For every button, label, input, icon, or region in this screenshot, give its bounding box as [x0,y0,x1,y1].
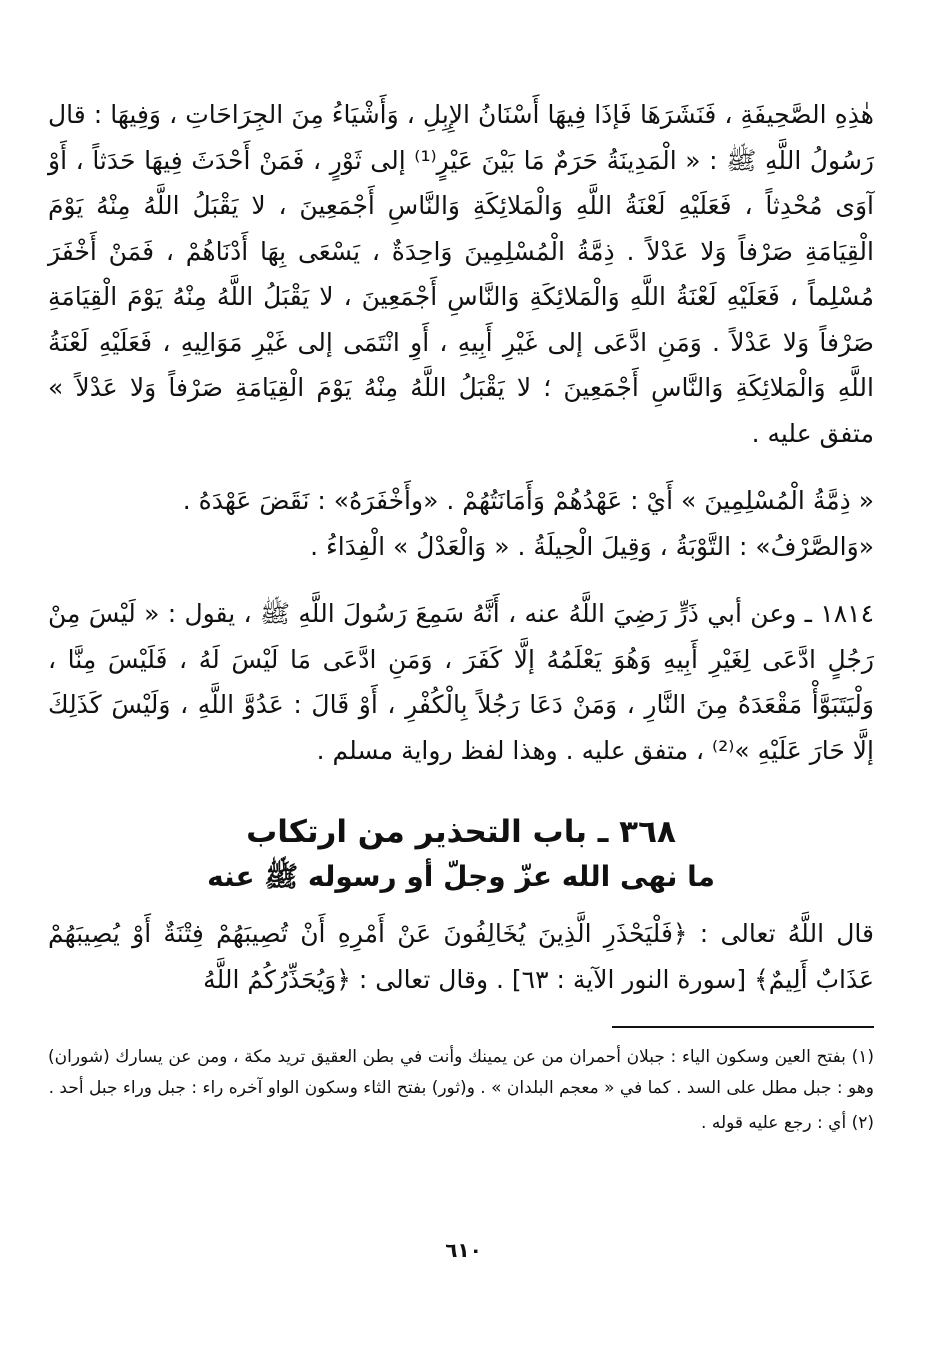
page-body [48,92,874,1139]
footnote-1: (١) بفتح العين وسكون الياء : جبلان أحمران من عن يمينك وأنت في بطن العقيق تريد مكة ، ومن عن يسارك (شوران) وهو : جبل مطل على السد . كما في « معجم البلدان » . و(ثور) بفتح الثاء وسكون الواو آخره راء : جبل وراء جبل أحد . [48,1047,874,1098]
glossary [48,478,874,569]
glossary-line-2: «وَالصَّرْفُ» : التَّوْبَةُ ، وَقِيلَ الْحِيلَةُ . « وَالْعَدْلُ » الْفِدَاءُ . [310,531,874,561]
footnote-2: (٢) أي : رجع عليه قوله . [701,1113,874,1133]
hadith-1814: ١٨١٤ ـ وعن أبي ذَرٍّ رَضِيَ اللَّهُ عنه ، أَنَّهُ سَمِعَ رَسُولَ اللَّهِ ﷺ ، يقول : « لَيْسَ مِنْ رَجُلٍ ادَّعَى لِغَيْرِ أَبِيهِ وَهُوَ يَعْلَمُهُ إلَّا كَفَرَ ، وَمَنِ ادَّعَى مَا لَيْسَ لَهُ ، فَلَيْسَ مِنَّا ، وَلْيَتَبَوَّأْ مَقْعَدَهُ مِنَ النَّارِ ، وَمَنْ دَعَا رَجُلاً بِالْكُفْرِ ، أَوْ قَالَ : عَدُوَّ اللَّهِ ، وَلَيْسَ كَذَلِكَ إلَّا حَارَ عَلَيْهِ »⁽²⁾ ، متفق عليه . وهذا لفظ رواية مسلم . [48,599,874,765]
hadith-1813-continuation: هٰذِهِ الصَّحِيفَةِ ، فَنَشَرَهَا فَإذَا فِيهَا أَسْنَانُ الإِبِلِ ، وَأَشْيَاءُ مِنَ الجِرَاحَاتِ ، وَفِيهَا : قال رَسُولُ اللَّهِ ﷺ : « الْمَدِينَةُ حَرَمٌ مَا بَيْنَ عَيْرٍ⁽¹⁾ إلى ثَوْرٍ ، فَمَنْ أَحْدَثَ فِيهَا حَدَثاً ، أَوْ آوَى مُحْدِثاً ، فَعَلَيْهِ لَعْنَةُ اللَّهِ وَالْمَلائِكَةِ وَالنَّاسِ أَجْمَعِينَ ، لا يَقْبَلُ اللَّهُ مِنْهُ يَوْمَ الْقِيَامَةِ صَرْفاً وَلا عَدْلاً . ذِمَّةُ الْمُسْلِمِينَ وَاحِدَةٌ ، يَسْعَى بِهَا أَدْنَاهُمْ ، فَمَنْ أَخْفَرَ مُسْلِماً ، فَعَلَيْهِ لَعْنَةُ اللَّهِ وَالْمَلائِكَةِ وَالنَّاسِ أَجْمَعِينَ ، لا يَقْبَلُ اللَّهُ مِنْهُ يَوْمَ الْقِيَامَةِ صَرْفاً وَلا عَدْلاً . وَمَنِ ادَّعَى إلى غَيْرِ أَبِيهِ ، أَوِ انْتَمَى إلى غَيْرِ مَوَالِيهِ ، فَعَلَيْهِ لَعْنَةُ اللَّهِ وَالْمَلائِكَةِ وَالنَّاسِ أَجْمَعِينَ ؛ لا يَقْبَلُ اللَّهُ مِنْهُ يَوْمَ الْقِيَامَةِ صَرْفاً وَلا عَدْلاً » متفق عليه . [48,100,874,448]
chapter-intro: قال اللَّهُ تعالى : ﴿فَلْيَحْذَرِ الَّذِينَ يُخَالِفُونَ عَنْ أَمْرِهِ أَنْ تُصِيبَهُمْ فِتْنَةٌ أَوْ يُصِيبَهُمْ عَذَابٌ أَلِيمٌ﴾ [سورة النور الآية : ٦٣] . وقال تعالى : ﴿وَيُحَذِّرُكُمُ اللَّهُ [48,919,874,994]
chapter-heading [48,809,874,899]
glossary-line-1: « ذِمَّةُ الْمُسْلِمِينَ » أَيْ : عَهْدُهُمْ وَأَمَانَتُهُمْ . «وأَخْفَرَهُ» : نَقَضَ عَهْدَهُ . [182,486,874,515]
footnotes [48,1042,874,1139]
page-number: ٦١٠ [445,1238,482,1262]
footnote-divider [612,1026,874,1028]
chapter-heading-line-1: ٣٦٨ ـ باب التحذير من ارتكاب [246,814,676,850]
chapter-heading-line-2: ما نهى الله عزّ وجلّ أو رسوله ﷺ عنه [207,860,715,893]
